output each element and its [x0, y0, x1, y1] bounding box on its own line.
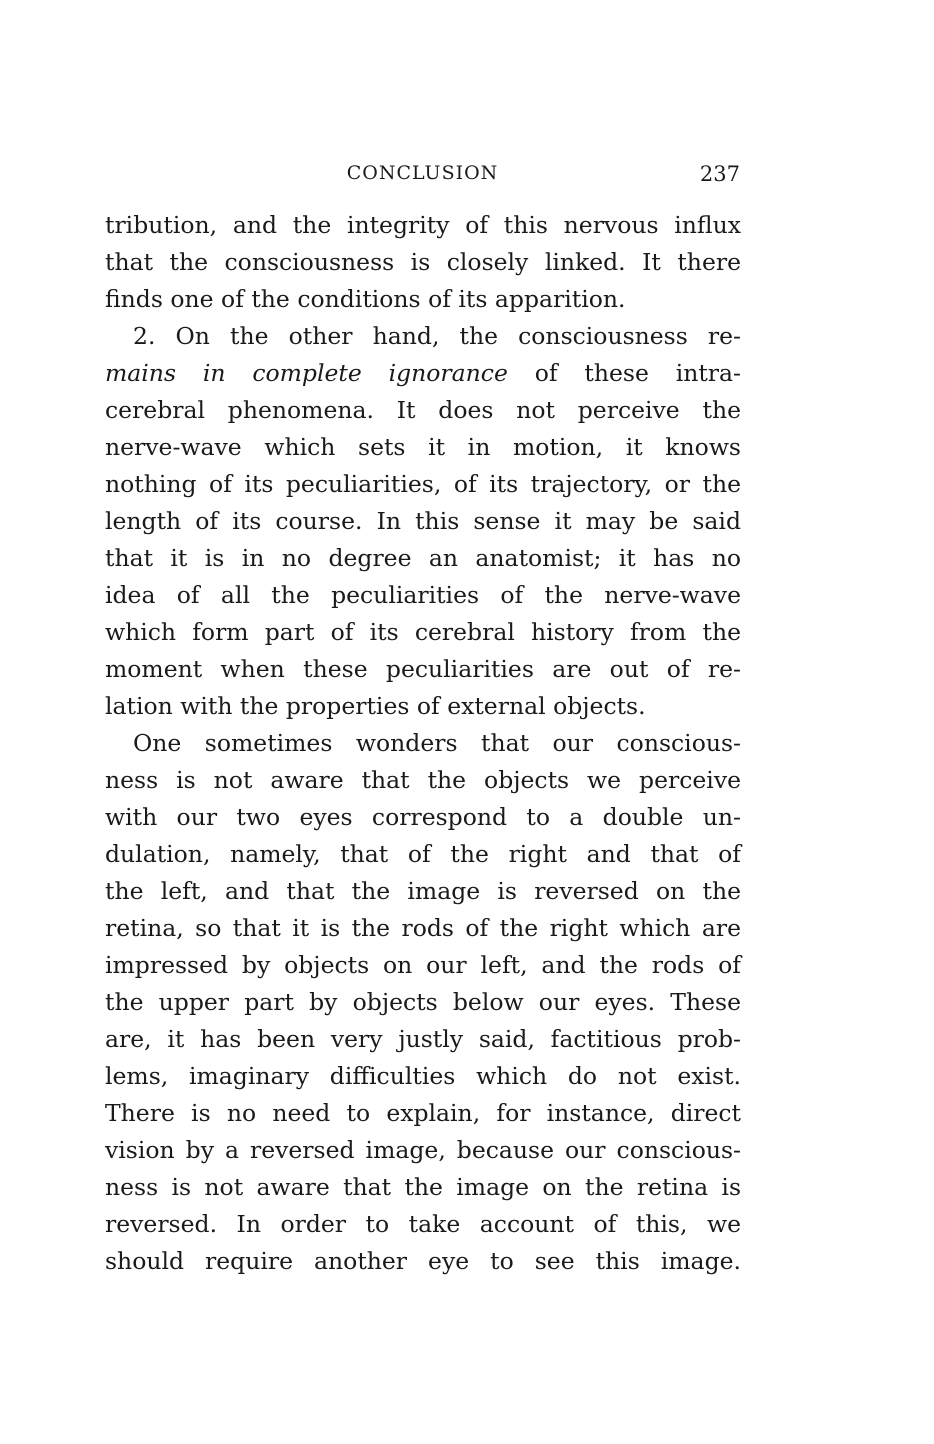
text-line: One sometimes wonders that our conscious- — [133, 729, 741, 757]
text-fragment: of these intra- — [507, 359, 741, 387]
text-line: length of its course. In this sense it may be said — [105, 507, 741, 535]
text-line: with our two eyes correspond to a double un- — [105, 803, 741, 831]
text-line: ness is not aware that the image on the retina is — [105, 1173, 741, 1201]
text-line: should require another eye to see this image. — [105, 1247, 741, 1275]
text-line: moment when these peculiarities are out of re- — [105, 655, 741, 683]
text-line: that it is in no degree an anatomist; it has no — [105, 544, 741, 572]
text-line: the left, and that the image is reversed on the — [105, 877, 741, 905]
text-line: are, it has been very justly said, factitious prob- — [105, 1025, 741, 1053]
text-line: lation with the properties of external objects. — [105, 692, 646, 720]
chapter-title: CONCLUSION — [346, 162, 499, 184]
italic-phrase: mains in complete ignorance — [105, 359, 508, 387]
page-number: 237 — [699, 162, 740, 186]
text-line: tribution, and the integrity of this nervous influx — [105, 211, 741, 239]
text-line: reversed. In order to take account of this, we — [105, 1210, 741, 1238]
text-line: lems, imaginary difficulties which do not exist. — [105, 1062, 741, 1090]
text-line: finds one of the conditions of its apparition. — [105, 285, 626, 313]
text-line: ness is not aware that the objects we perceive — [105, 766, 741, 794]
running-head — [105, 160, 740, 190]
text-line: nerve-wave which sets it in motion, it knows — [105, 433, 741, 461]
text-line: impressed by objects on our left, and the rods of — [105, 951, 741, 979]
text-line: the upper part by objects below our eyes. These — [105, 988, 741, 1016]
text-line: There is no need to explain, for instance, direct — [105, 1099, 741, 1127]
text-line: 2. On the other hand, the consciousness re- — [133, 322, 741, 350]
text-line: which form part of its cerebral history from the — [105, 618, 741, 646]
text-line: nothing of its peculiarities, of its trajectory, or the — [105, 470, 741, 498]
body-text — [105, 207, 741, 1280]
text-line-with-italic — [105, 355, 741, 392]
text-line: vision by a reversed image, because our conscious- — [105, 1136, 741, 1164]
text-line: retina, so that it is the rods of the right which are — [105, 914, 741, 942]
text-line: dulation, namely, that of the right and that of — [105, 840, 741, 868]
text-line: idea of all the peculiarities of the nerve-wave — [105, 581, 741, 609]
text-line: cerebral phenomena. It does not perceive the — [105, 396, 741, 424]
text-line: that the consciousness is closely linked. It there — [105, 248, 741, 276]
